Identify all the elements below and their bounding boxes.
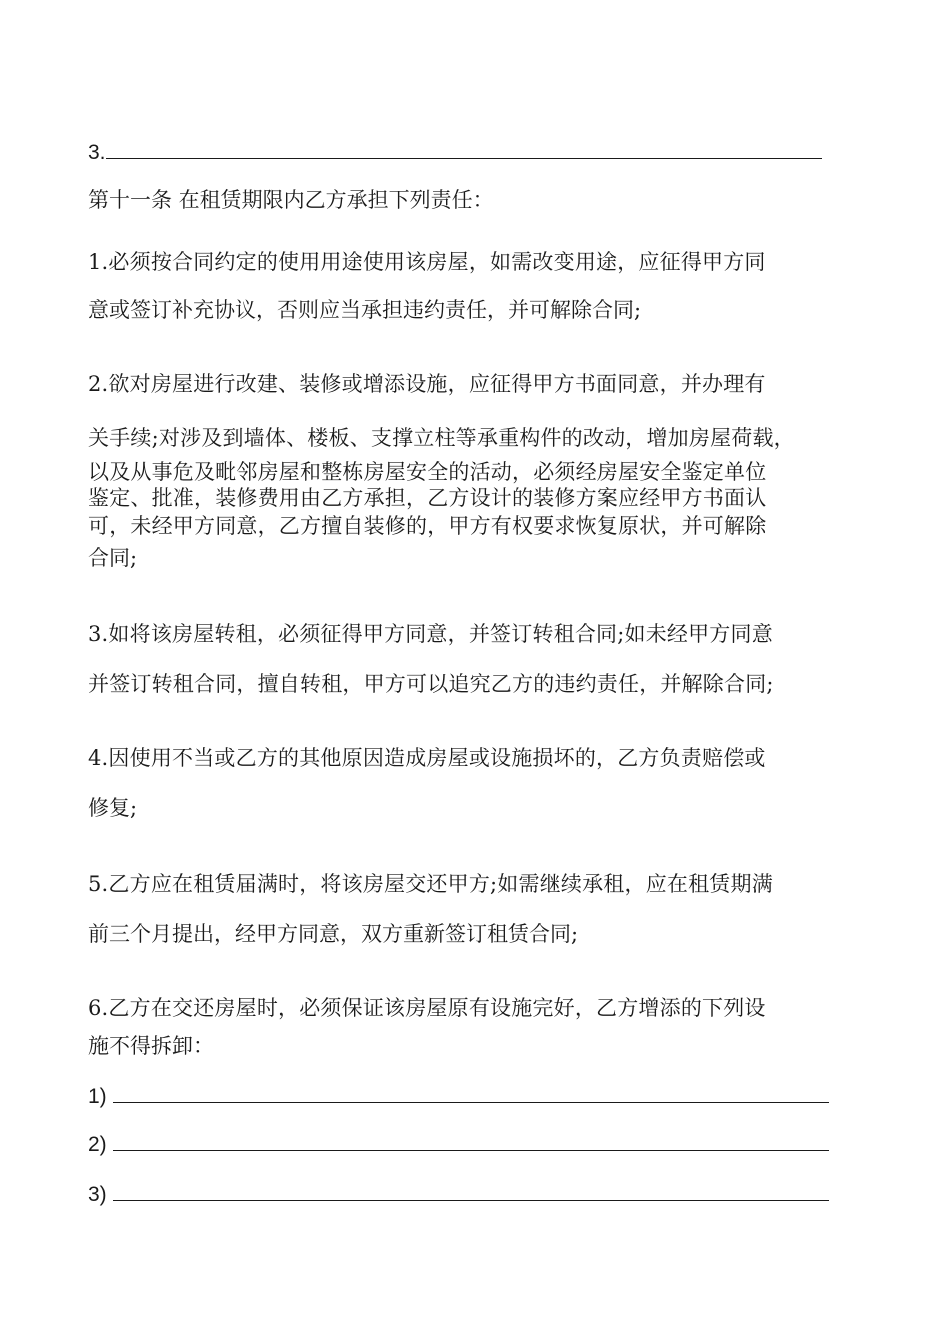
list-item-2	[88, 1130, 829, 1159]
blank-line-3	[88, 138, 822, 167]
article-title: 第十一条 在租赁期限内乙方承担下列责任：	[88, 188, 494, 212]
list-item-3-label: 3)	[88, 1183, 107, 1206]
fill-in-blank	[113, 1180, 829, 1201]
list-item-3	[88, 1180, 829, 1209]
p2-line2: 关手续;对涉及到墙体、楼板、支撑立柱等承重构件的改动，增加房屋荷载，	[88, 426, 795, 450]
p5-line1: 5.乙方应在租赁届满时，将该房屋交还甲方;如需继续承租，应在租赁期满	[88, 872, 773, 896]
p2-line3: 以及从事危及毗邻房屋和整栋房屋安全的活动，必须经房屋安全鉴定单位	[88, 460, 767, 484]
fill-in-blank	[106, 138, 822, 159]
p3-line2: 并签订转租合同，擅自转租，甲方可以追究乙方的违约责任，并解除合同;	[88, 672, 774, 696]
p2-line1: 2.欲对房屋进行改建、装修或增添设施，应征得甲方书面同意，并办理有	[88, 372, 766, 396]
list-item-1	[88, 1082, 829, 1111]
p6-line1: 6.乙方在交还房屋时，必须保证该房屋原有设施完好，乙方增添的下列设	[88, 996, 766, 1020]
list-item-1-label: 1)	[88, 1085, 107, 1108]
item-3-label: 3.	[88, 141, 106, 164]
list-item-2-label: 2)	[88, 1133, 107, 1156]
p4-line2: 修复;	[88, 796, 138, 820]
p5-line2: 前三个月提出，经甲方同意，双方重新签订租赁合同;	[88, 922, 579, 946]
p1-line1: 1.必须按合同约定的使用用途使用该房屋，如需改变用途，应征得甲方同	[88, 250, 766, 274]
fill-in-blank	[113, 1082, 829, 1103]
p3-line1: 3.如将该房屋转租，必须征得甲方同意，并签订转租合同;如未经甲方同意	[88, 622, 773, 646]
p4-line1: 4.因使用不当或乙方的其他原因造成房屋或设施损坏的，乙方负责赔偿或	[88, 746, 766, 770]
p2-line6: 合同;	[88, 546, 138, 570]
fill-in-blank	[113, 1130, 829, 1151]
p6-line2: 施不得拆卸：	[88, 1034, 214, 1058]
p2-line4: 鉴定、批准，装修费用由乙方承担，乙方设计的装修方案应经甲方书面认	[88, 486, 767, 510]
p1-line2: 意或签订补充协议，否则应当承担违约责任，并可解除合同;	[88, 298, 642, 322]
p2-line5: 可，未经甲方同意，乙方擅自装修的，甲方有权要求恢复原状，并可解除	[88, 514, 767, 538]
